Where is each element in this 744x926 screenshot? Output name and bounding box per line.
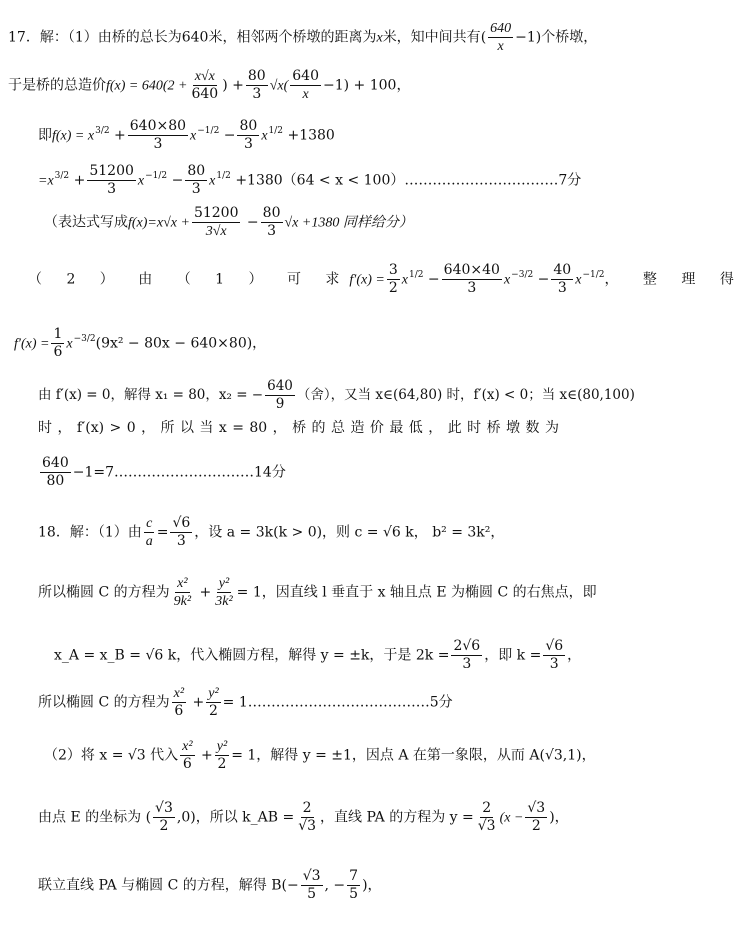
- fraction: $\frac{80}{3}$: [187, 163, 206, 197]
- p17-line3: 即$f(x) = x^{3/2}$ + $\frac{640\times 80}{3}$ $x^{-1/2}$ − $\frac{80}{3}$ $x^{1/2} +1380$: [38, 118, 335, 152]
- p17-text: −1)个桥墩，: [515, 29, 598, 46]
- score-marker: ……………………………7分: [404, 172, 582, 189]
- p17-line7: f′(x) = $\frac{1}{6}$ $x^{-3/2}(9x^2 - 80x - 640\times 80)$，: [14, 326, 267, 360]
- p18-line4: 所以椭圆 C 的方程为 $\frac{\text{x²}}{6}$ + $\frac{\text{y²}}{2}$ = 1…………………………………5分: [38, 686, 453, 719]
- fraction: $\frac{640\times 40}{3}$: [443, 262, 500, 296]
- fraction: $\frac{x√x}{640}$: [191, 69, 219, 102]
- fraction: $\frac{640}{x}$: [292, 68, 319, 102]
- fraction: $\frac{\text{y²}}{2}$: [208, 686, 219, 719]
- p17-line9: 时 ， f′(x) > 0 ， 所 以 当 x = 80 ， 桥 的 总 造 价 最 低 ， 此 时 桥 墩 数 为: [38, 420, 559, 436]
- p17-line8: 由 f′(x) = 0，解得 x₁ = 80，x₂ = − $\frac{640}{9}$ （舍），又当 x∈(64,80) 时，f′(x) < 0；当 x∈(80,100): [38, 378, 635, 412]
- fraction: $\frac{2√6}{3}$: [453, 638, 481, 672]
- p18-line6: 由点 E 的坐标为 ( $\frac{√3}{2}$ ,0)，所以 k_AB = $\frac{2}{√3}$ ，直线 PA 的方程为 y = $\frac{2}{√3}$ (x − $\frac{√3}{2}$ )，: [38, 800, 569, 834]
- fraction: $\frac{640}{9}$: [267, 378, 293, 412]
- p17-line1: 17．解：（1）由桥的总长为640米，相邻两个桥墩的距离为x米，知中间共有( $\frac{640}{x}$ −1)个桥墩，: [8, 21, 598, 54]
- fraction: $\frac{7}{5}$: [349, 868, 359, 902]
- p17-line10: $\frac{640}{80}$ −1=7…………………………14分: [42, 455, 286, 489]
- p18-line3: x_A = x_B = √6 k，代入椭圆方程，解得 y = ±k，于是 2k = $\frac{2√6}{3}$ ，即 k = $\frac{√6}{3}$ ，: [54, 638, 582, 672]
- fraction: $\frac{\text{y²}}{\text{3k²}}$: [215, 576, 233, 609]
- fraction: $\frac{51200}{3√x}$: [193, 205, 239, 239]
- p18-line5: （2）将 x = √3 代入 $\frac{\text{x²}}{6}$ + $\frac{\text{y²}}{2}$ = 1，解得 y = ±1，因点 A 在第一象限，从而 A(√3,1)，: [44, 739, 596, 772]
- p18-line1: 18．解：（1）由 $\frac{c}{a}$ = $\frac{√6}{3}$ ，设 a = 3k(k > 0)，则 c = √6 k， b² = 3k²，: [38, 515, 505, 549]
- p17-line6: （ 2 ） 由 （ 1 ） 可 求f′(x) = $\frac{3}{2}$ $x^{1/2}$ − $\frac{640\times 40}{3}$ $x^{-3/2}$ − $\frac{40}{3}$ $x^{-1/2}$， 整 理 得: [28, 262, 744, 296]
- p17-line4: $=x^{3/2}$ + $\frac{51200}{3}$ $x^{-1/2}$ − $\frac{80}{3}$ $x^{1/2} +1380(64 < x$ < 100）……………………………7分: [38, 163, 582, 197]
- p17-line5: （表达式写成f(x)=x√x + $\frac{51200}{3√x}$ − $\frac{80}{3}$ √x +1380 同样给分）: [44, 205, 413, 239]
- fraction: $\frac{640\times 80}{3}$: [129, 118, 187, 152]
- fraction: $\frac{2}{√3}$: [298, 800, 317, 834]
- fraction: $\frac{40}{3}$: [553, 262, 572, 296]
- fraction: $\frac{80}{3}$: [239, 118, 258, 152]
- fraction: $\frac{c}{a}$: [145, 516, 153, 549]
- p17-var: x: [376, 30, 383, 46]
- p17-line2: 于是桥的总造价f(x) = 640(2 + $\frac{x√x}{640}$ ) + $\frac{80}{3}$ √x( $\frac{640}{x}$ −1) + 100，: [8, 68, 411, 102]
- fraction: $\frac{51200}{3}$: [89, 163, 134, 197]
- fraction: $\frac{3}{2}$: [388, 262, 398, 296]
- fraction: $\frac{\text{x²}}{\text{9k²}}$: [173, 576, 192, 609]
- fraction: $\frac{1}{6}$: [53, 326, 63, 360]
- fraction: $\frac{√3}{5}$: [302, 868, 321, 902]
- p18-line2: 所以椭圆 C 的方程为 $\frac{\text{x²}}{\text{9k²}}$ + $\frac{\text{y²}}{\text{3k²}}$ = 1，因直线 l 垂直于 x 轴且点 E 为椭圆 C 的右焦点，即: [38, 576, 597, 609]
- fraction: $\frac{80}{3}$: [262, 205, 281, 239]
- p17-text: （1）由桥的总长为640米，相邻两个桥墩的距离为: [67, 29, 377, 46]
- fraction: $\frac{\text{y²}}{2}$: [216, 739, 228, 772]
- fraction: $\frac{640}{80}$: [42, 455, 69, 489]
- fraction: $\frac{\text{x²}}{6}$: [173, 686, 185, 719]
- fraction: $\frac{640}{x}$: [490, 21, 512, 54]
- fraction: $\frac{2}{√3}$: [477, 800, 496, 834]
- fraction: $\frac{80}{3}$: [247, 68, 266, 102]
- fraction: $\frac{√6}{3}$: [172, 515, 191, 549]
- problem-17-number: 17．解：: [8, 29, 68, 46]
- fraction: $\frac{√6}{3}$: [545, 638, 564, 672]
- problem-18-number: 18．解：（1）由: [38, 524, 142, 541]
- fraction: $\frac{\text{x²}}{6}$: [182, 739, 193, 772]
- p18-line7: 联立直线 PA 与椭圆 C 的方程，解得 B(− $\frac{√3}{5}$ , − $\frac{7}{5}$ )，: [38, 868, 382, 902]
- fraction: $\frac{√3}{2}$: [155, 800, 173, 834]
- p17-text: 米，知中间共有: [382, 29, 481, 46]
- fraction: $\frac{√3}{2}$: [527, 800, 546, 834]
